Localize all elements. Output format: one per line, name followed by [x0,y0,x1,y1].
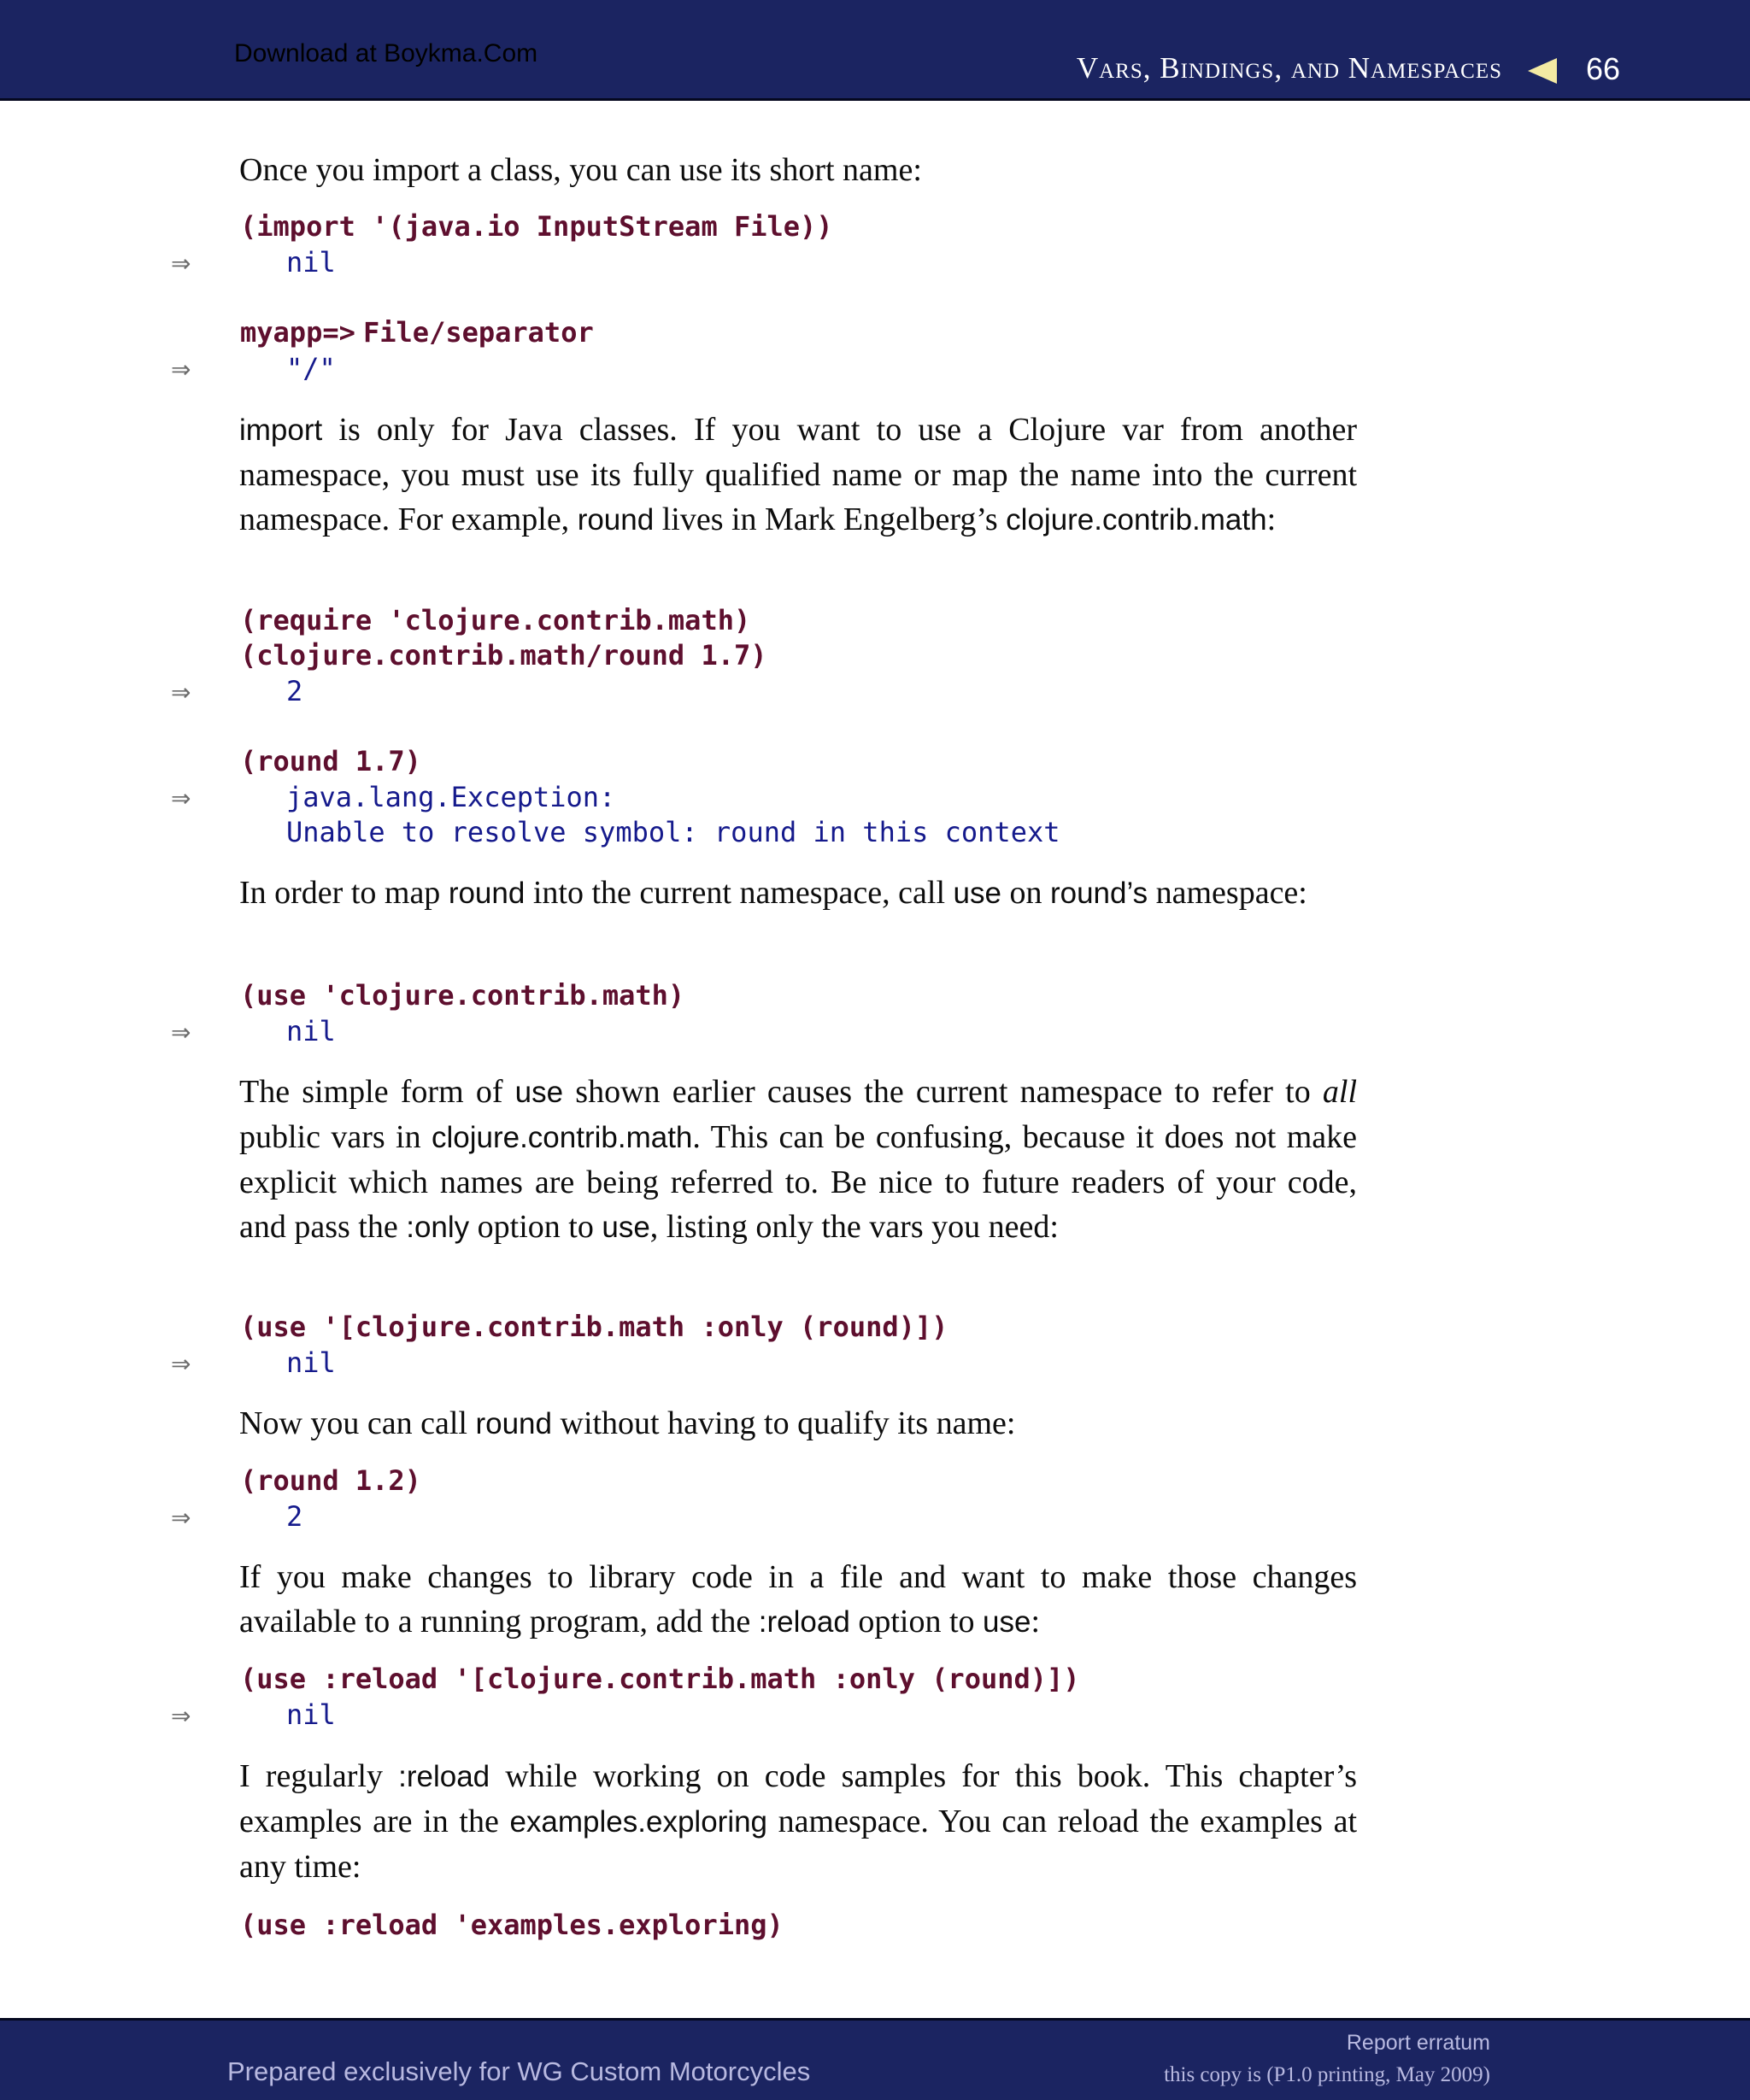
result-arrow-icon: ⇒ [171,784,191,812]
code-line: (round 1.2) [240,1464,421,1497]
back-arrow-icon[interactable] [1528,58,1557,84]
paragraph [239,1555,1357,1645]
paragraph: Once you import a class, you can use its short name: [239,152,922,188]
text-run: Now you can call [239,1405,476,1441]
result-arrow-icon: ⇒ [171,678,191,707]
page-footer [0,2018,1750,2100]
code-line: (import '(java.io InputStream File)) [240,210,833,243]
text-run: without having to qualify its name: [552,1405,1016,1441]
text-run: option to [849,1604,984,1640]
prepared-for-text: Prepared exclusively for WG Custom Motorcycles [227,2056,811,2086]
text-run: , listing only the vars you need: [649,1209,1059,1245]
text-run: If you make changes to library code in a file and want to make those changes available to a running program, add the [239,1559,1357,1640]
result-arrow-icon: ⇒ [171,1702,191,1730]
text-run: lives in Mark Engelberg’s [654,502,1007,537]
code-output: Unable to resolve symbol: round in this context [286,816,1060,848]
code-line: File/separator [363,316,594,349]
inline-code: import [239,414,323,447]
text-run: public vars in [239,1119,432,1155]
text-run: : [1266,502,1277,537]
inline-code: round [577,503,655,537]
text-run: is only for Java classes. If you want to use a Clojure var from another namespace, you must use its fully qualified name or map the name into the current namespace. For example, [239,412,1357,537]
result-arrow-icon: ⇒ [171,1350,191,1378]
emphasis: all [1322,1074,1358,1110]
text-run: into the current namespace, call [525,875,954,911]
inline-code: round [475,1407,552,1440]
code-prompt: myapp=> [240,316,355,349]
code-line: (clojure.contrib.math/round 1.7) [240,639,767,672]
inline-code: clojure.contrib.math [1006,503,1267,537]
text-run: : [1031,1604,1041,1640]
code-output: nil [286,1346,336,1379]
result-arrow-icon: ⇒ [171,249,191,278]
code-output: 2 [286,675,303,707]
text-run: shown earlier causes the current namespace to refer to [563,1074,1323,1110]
page-header [0,0,1750,101]
code-line: (use :reload '[clojure.contrib.math :only (round)]) [240,1663,1080,1695]
code-output: nil [286,1698,336,1731]
inline-code: :reload [398,1760,490,1793]
code-output: nil [286,1015,336,1047]
paragraph [239,871,1357,916]
page-number: 66 [1586,51,1621,86]
paragraph [239,1401,1357,1446]
paragraph [239,408,1357,543]
inline-code: :reload [758,1605,850,1639]
inline-code: :only [406,1211,470,1244]
code-line: (use '[clojure.contrib.math :only (round)]) [240,1311,948,1343]
inline-code: use [602,1211,650,1244]
paragraph [239,1070,1357,1250]
code-line: (round 1.7) [240,745,421,777]
result-arrow-icon: ⇒ [171,1018,191,1047]
inline-code: examples.exploring [509,1805,768,1839]
copy-info: this copy is (P1.0 printing, May 2009) [1164,2063,1490,2086]
inline-code: use [983,1605,1031,1639]
text-run: namespace. You can reload the examples at any time: [239,1804,1357,1885]
text-run: I regularly [239,1758,399,1794]
paragraph [239,1754,1357,1889]
inline-code: clojure.contrib.math [431,1121,693,1154]
inline-code: use [514,1076,564,1109]
text-run: The simple form of [239,1074,515,1110]
inline-code: round’s [1049,877,1148,910]
inline-code: use [953,877,1001,910]
code-output: java.lang.Exception: [286,781,616,813]
text-run: namespace: [1148,875,1307,911]
text-run: on [1001,875,1050,911]
running-title: Vars, Bindings, and Namespaces [1076,51,1502,85]
code-output: 2 [286,1500,303,1533]
text-run: . This can be confusing, because it does not make explicit which names are being referred to. Be nice to future readers of your code, and pass the [239,1119,1357,1245]
code-output: "/" [286,352,336,384]
download-watermark: Download at Boykma.Com [234,39,538,67]
code-line: (require 'clojure.contrib.math) [240,604,751,636]
text-run: option to [469,1209,602,1245]
result-arrow-icon: ⇒ [171,355,191,384]
code-output: nil [286,246,336,279]
text-run: while working on code samples for this book. This chapter’s examples are in the [239,1758,1357,1839]
code-line: (use 'clojure.contrib.math) [240,979,685,1012]
result-arrow-icon: ⇒ [171,1504,191,1532]
text-run: In order to map [239,875,449,911]
report-erratum-link[interactable]: Report erratum [1346,2031,1490,2055]
code-line: (use :reload 'examples.exploring) [240,1909,784,1941]
inline-code: round [448,877,526,910]
